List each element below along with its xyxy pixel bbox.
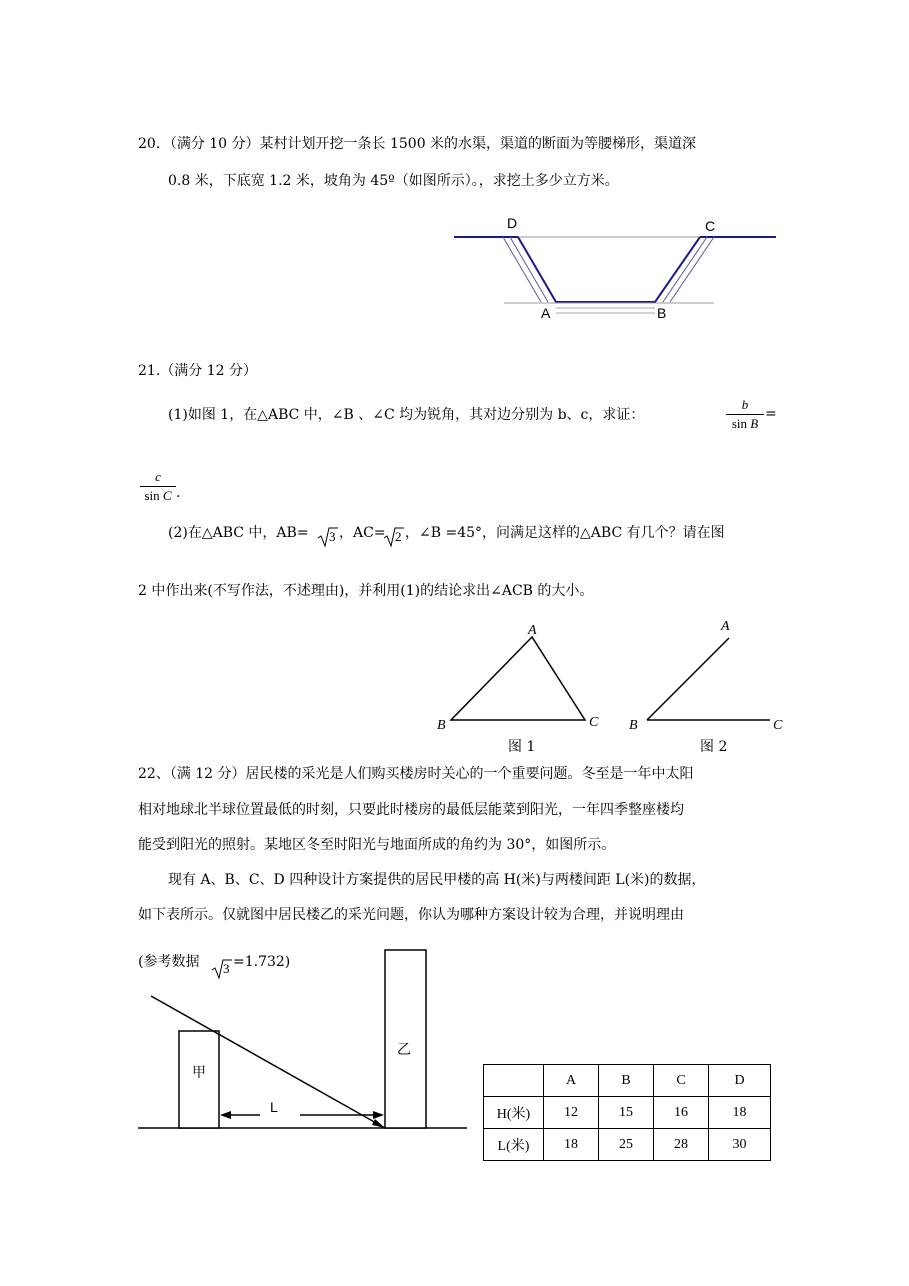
table-cell: 12 xyxy=(544,1097,599,1129)
table-cell: B xyxy=(599,1065,654,1097)
table-cell: 18 xyxy=(544,1129,599,1161)
table-row xyxy=(484,1129,771,1161)
table-cell: 28 xyxy=(654,1129,709,1161)
q21-part2-c: ，∠B =45°，问满足这样的△ABC 有几个？请在图 xyxy=(405,525,725,541)
label-C: C xyxy=(705,218,716,234)
fig2-label-C: C xyxy=(773,718,783,733)
q21-part2-a: (2)在△ABC 中，AB= xyxy=(168,525,309,541)
distance-L-label: L xyxy=(270,1099,278,1115)
table-cell: H(米) xyxy=(484,1097,544,1129)
fig2-caption: 图 2 xyxy=(700,739,728,755)
table-cell: A xyxy=(544,1065,599,1097)
table-header-row xyxy=(484,1065,771,1097)
table-cell: 30 xyxy=(709,1129,771,1161)
equals-sign: = xyxy=(765,406,777,422)
fig1-label-B: B xyxy=(437,718,446,733)
table-row xyxy=(484,1097,771,1129)
building-jia-label: 甲 xyxy=(192,1065,206,1081)
design-data-table xyxy=(483,1064,771,1161)
q22-line1: 22、（满 12 分）居民楼的采光是人们购买楼房时关心的一个重要问题。冬至是一年中太阳 xyxy=(138,766,694,782)
table-cell: D xyxy=(709,1065,771,1097)
q21-part2-b: ，AC= xyxy=(339,525,386,541)
table-cell xyxy=(484,1065,544,1097)
table-cell: C xyxy=(654,1065,709,1097)
fig1-caption: 图 1 xyxy=(508,739,536,755)
q20-line2: 0.8 米，下底宽 1.2 米，坡角为 45º（如图所示）。，求挖土多少立方米。 xyxy=(168,173,619,189)
label-B: B xyxy=(657,305,667,321)
q22-line5: 如下表所示。仅就图中居民楼乙的采光问题，你认为哪种方案设计较为合理，并说明理由 xyxy=(138,907,684,923)
reference-suffix: =1.732) xyxy=(233,954,291,970)
label-A: A xyxy=(541,305,551,321)
q21-heading: 21.（满分 12 分） xyxy=(138,363,257,379)
table-cell: 18 xyxy=(709,1097,771,1129)
table-cell: 15 xyxy=(599,1097,654,1129)
reference-prefix: (参考数据 xyxy=(138,954,200,970)
building-yi-label: 乙 xyxy=(397,1042,411,1058)
table-cell: L(米) xyxy=(484,1129,544,1161)
q21-part2-d: 2 中作出来(不写作法，不述理由)，并利用(1)的结论求出∠ACB 的大小。 xyxy=(138,583,594,599)
q22-line4: 现有 A、B、C、D 四种设计方案提供的居民甲楼的高 H(米)与两楼间距 L(米)的数据， xyxy=(168,872,706,888)
table-cell: 16 xyxy=(654,1097,709,1129)
period: . xyxy=(176,485,181,501)
q20-line1: 20．（满分 10 分）某村计划开挖一条长 1500 米的水渠，渠道的断面为等腰梯形，渠道深 xyxy=(138,136,697,152)
fig2-label-B: B xyxy=(629,718,638,733)
table-cell: 25 xyxy=(599,1129,654,1161)
fraction-b-over-sinB: b sin B xyxy=(726,397,764,432)
q21-part1-text: (1)如图 1，在△ABC 中，∠B 、∠C 均为锐角，其对边分别为 b、c，求证： xyxy=(168,407,645,423)
q22-line2: 相对地球北半球位置最低的时刻，只要此时楼房的最低层能菜到阳光，一年四季整座楼均 xyxy=(138,802,684,818)
label-D: D xyxy=(507,215,518,231)
fig2-label-A: A xyxy=(721,619,730,634)
fraction-c-over-sinC: c sin C xyxy=(140,469,176,504)
q22-line3: 能受到阳光的照射。某地区冬至时阳光与地面所成的角约为 30°，如图所示。 xyxy=(138,837,616,853)
fig1-label-C: C xyxy=(589,715,599,730)
fig1-label-A: A xyxy=(528,623,537,638)
